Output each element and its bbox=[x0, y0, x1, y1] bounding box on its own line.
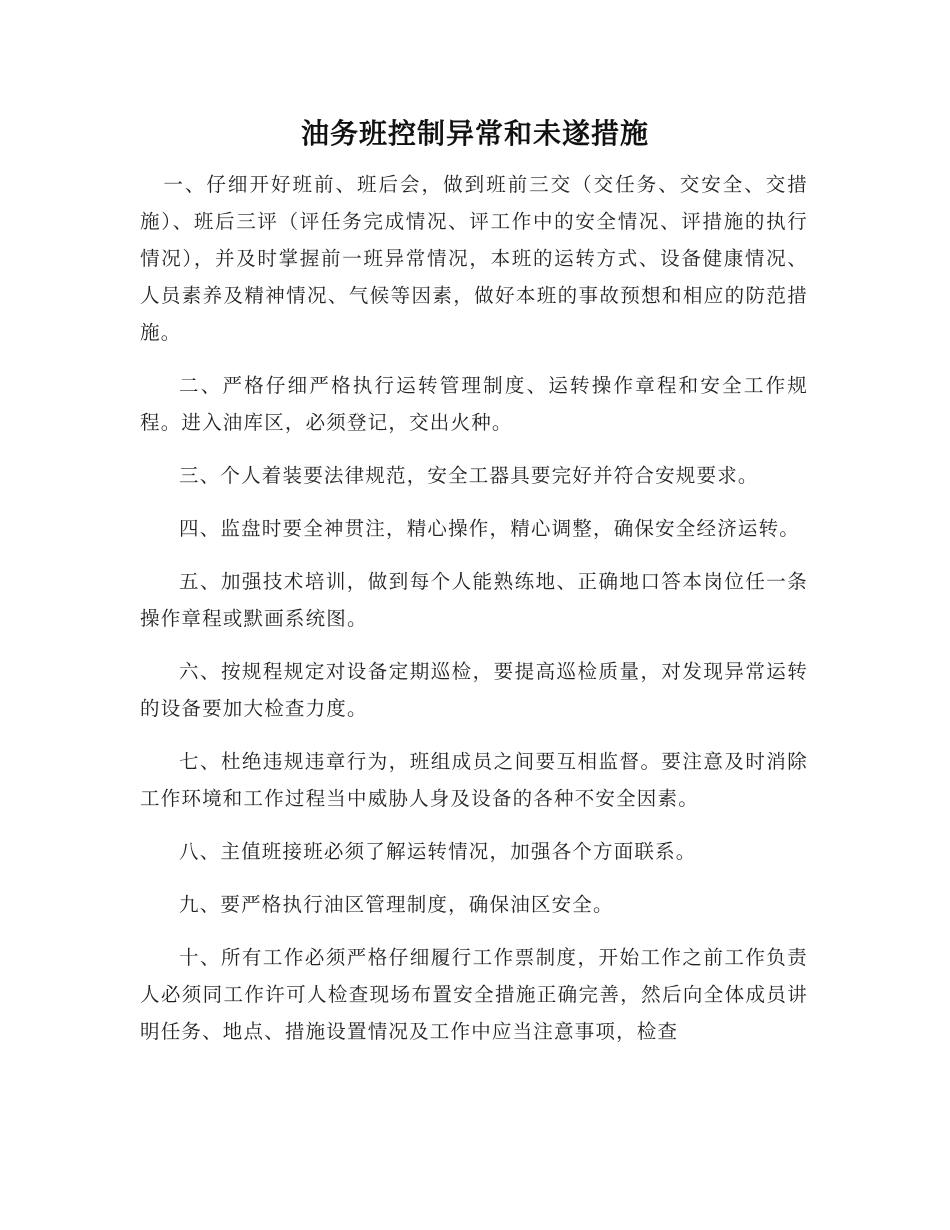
document-title: 油务班控制异常和未遂措施 bbox=[300, 117, 649, 150]
paragraph-6: 六、按规程规定对设备定期巡检，要提高巡检质量，对发现异常运转的设备要加大检查力度。 bbox=[140, 660, 808, 720]
paragraph-2: 二、严格仔细严格执行运转管理制度、运转操作章程和安全工作规程。进入油库区，必须登记，交出火种。 bbox=[140, 374, 808, 434]
paragraph-10: 十、所有工作必须严格仔细履行工作票制度，开始工作之前工作负责人必须同工作许可人检查现场布置安全措施正确完善，然后向全体成员讲明任务、地点、措施设置情况及工作中应当注意事项，检查 bbox=[140, 946, 808, 1043]
paragraph-7: 七、杜绝违规违章行为，班组成员之间要互相监督。要注意及时消除工作环境和工作过程当中威胁人身及设备的各种不安全因素。 bbox=[140, 750, 808, 810]
paragraph-8: 八、主值班接班必须了解运转情况，加强各个方面联系。 bbox=[179, 840, 697, 863]
document-body bbox=[140, 166, 808, 1066]
paragraph-9: 九、要严格执行油区管理制度，确保油区安全。 bbox=[179, 893, 614, 916]
paragraph-5: 五、加强技术培训，做到每个人能熟练地、正确地口答本岗位任一条操作章程或默画系统图。 bbox=[140, 570, 808, 630]
paragraph-4: 四、监盘时要全神贯注，精心操作，精心调整，确保安全经济运转。 bbox=[179, 517, 801, 540]
paragraph-1: 一、仔细开好班前、班后会，做到班前三交（交任务、交安全、交措施）、班后三评（评任务完成情况、评工作中的安全情况、评措施的执行情况），并及时掌握前一班异常情况，本班的运转方式、设备健康情况、人员素养及精神情况、气候等因素，做好本班的事故预想和相应的防范措施。 bbox=[140, 173, 808, 344]
paragraph-3: 三、个人着装要法律规范，安全工器具要完好并符合安规要求。 bbox=[179, 464, 759, 487]
